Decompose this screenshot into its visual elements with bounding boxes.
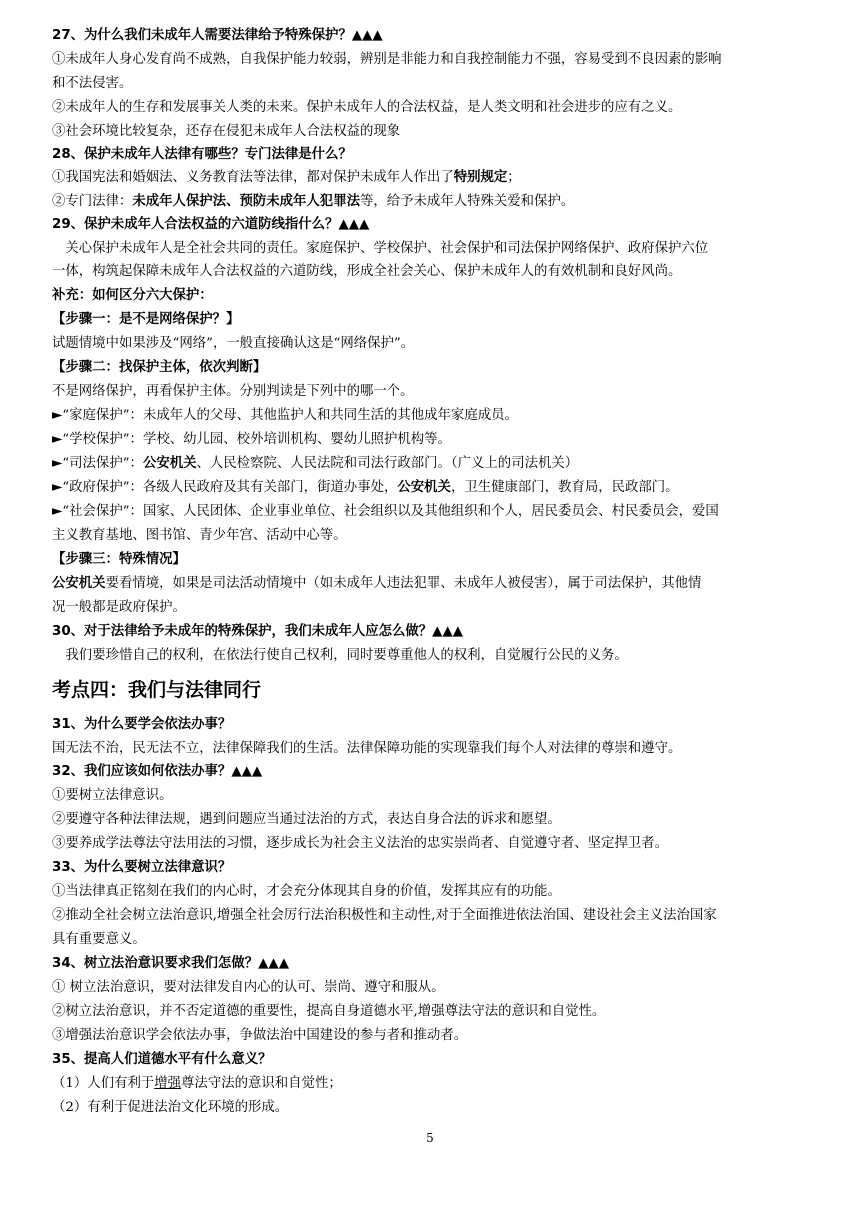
bold-text: 特别规定 [453,170,508,185]
question-27-answer-1: ①未成年人身心发育尚不成熟，自我保护能力较弱，辨别是非能力和自我控制能力不强，容易受到不良因素的影响 [52,52,722,67]
step-1-heading: 【步骤一：是不是网络保护？】 [52,312,240,327]
question-35-title: 35、提高人们道德水平有什么意义？ [52,1052,272,1067]
family-protection: ►“家庭保护”：未成年人的父母、其他监护人和共同生活的其他成年家庭成员。 [52,408,518,423]
bold-text: 未成年人保护法、预防未成年人犯罪法 [132,194,360,209]
bold-text: 公安机关 [52,576,106,591]
question-34-title: 34、树立法治意识要求我们怎做？▲▲▲ [52,956,289,971]
step-3-text: 公安机关要看情境，如果是司法活动情境中（如未成年人违法犯罪、未成年人被侵害），属于司法保护，其他情 [52,576,702,591]
step-3-text-cont: 况一般都是政府保护。 [52,600,186,615]
question-34-answer-3: ③增强法治意识学会依法办事，争做法治中国建设的参与者和推动者。 [52,1028,468,1043]
question-32-answer-1: ①要树立法律意识。 [52,788,173,803]
social-protection-cont: 主义教育基地、图书馆、青少年宫、活动中心等。 [52,528,347,543]
social-protection: ►“社会保护”：国家、人民团体、企业事业单位、社会组织以及其他组织和个人，居民委员会、村民委员会，爱国 [52,504,719,519]
question-28-answer-2: ②专门法律：未成年人保护法、预防未成年人犯罪法等，给予未成年人特殊关爱和保护。 [52,194,575,209]
step-2-heading: 【步骤二：找保护主体，依次判断】 [52,360,267,375]
question-27-answer-2: ②未成年人的生存和发展事关人类的未来。保护未成年人的合法权益，是人类文明和社会进步的应有之义。 [52,100,682,115]
question-27-title: 27、为什么我们未成年人需要法律给予特殊保护？▲▲▲ [52,28,383,43]
question-35-answer-2: （2）有利于促进法治文化环境的形成。 [52,1100,289,1115]
bold-text: 公安机关 [397,480,451,495]
section-heading: 考点四：我们与法律同行 [52,679,262,701]
question-32-answer-3: ③要养成学法尊法守法用法的习惯，逐步成长为社会主义法治的忠实崇尚者、自觉遵守者、坚定捍卫者。 [52,836,668,851]
question-33-answer-2: ②推动全社会树立法治意识,增强全社会厉行法治积极性和主动性,对于全面推进依法治国、建设社会主义法治国家 [52,908,717,923]
question-33-title: 33、为什么要树立法律意识？ [52,860,232,875]
question-29-paragraph-2: 一体，构筑起保障未成年人合法权益的六道防线，形成全社会关心、保护未成年人的有效机制和良好风尚。 [52,264,682,279]
question-34-answer-2: ②树立法治意识，并不否定道德的重要性，提高自身道德水平,增强尊法守法的意识和自觉性。 [52,1004,606,1019]
question-27-answer-1-cont: 和不法侵害。 [52,76,133,91]
underlined-text: 增强 [154,1076,182,1091]
question-33-answer-1: ①当法律真正铭刻在我们的内心时，才会充分体现其自身的价值，发挥其应有的功能。 [52,884,561,899]
step-2-text: 不是网络保护，再看保护主体。分别判读是下列中的哪一个。 [52,384,414,399]
bold-text: 公安机关 [142,456,197,471]
step-1-text: 试题情境中如果涉及“网络”，一般直接确认这是“网络保护”。 [52,336,415,351]
question-28-answer-1: ①我国宪法和婚姻法、义务教育法等法律，都对保护未成年人作出了特别规定； [52,170,521,185]
question-33-answer-2-cont: 具有重要意义。 [52,932,146,947]
question-30-answer: 我们要珍惜自己的权利，在依法行使自己权利，同时要尊重他人的权利，自觉履行公民的义务。 [52,648,628,663]
question-32-title: 32、我们应该如何依法办事？▲▲▲ [52,764,263,779]
question-29-title: 29、保护未成年人合法权益的六道防线指什么？▲▲▲ [52,217,370,232]
question-31-answer: 国无法不治，民无法不立，法律保障我们的生活。法律保障功能的实现靠我们每个人对法律的尊崇和遵守。 [52,741,682,756]
question-32-answer-2: ②要遵守各种法律法规，遇到问题应当通过法治的方式，表达自身合法的诉求和愿望。 [52,812,561,827]
question-27-answer-3: ③社会环境比较复杂，还存在侵犯未成年人合法权益的现象 [52,124,401,139]
question-35-answer-1: （1）人们有利于增强尊法守法的意识和自觉性； [52,1076,342,1091]
question-31-title: 31、为什么要学会依法办事？ [52,717,232,732]
school-protection: ►“学校保护”：学校、幼儿园、校外培训机构、婴幼儿照护机构等。 [52,432,451,447]
judicial-protection: ►“司法保护”：公安机关、人民检察院、人民法院和司法行政部门。（广义上的司法机关） [52,456,579,471]
government-protection: ►“政府保护”：各级人民政府及其有关部门，街道办事处，公安机关，卫生健康部门，教育局，民政部门。 [52,480,679,495]
page-number: 5 [426,1131,434,1145]
question-34-answer-1: ① 树立法治意识，要对法律发自内心的认可、崇尚、遵守和服从。 [52,980,445,995]
step-3-heading: 【步骤三：特殊情况】 [52,552,186,567]
question-29-paragraph-1: 关心保护未成年人是全社会共同的责任。家庭保护、学校保护、社会保护和司法保护网络保护、政府保护六位 [52,241,709,256]
question-30-title: 30、对于法律给予未成年的特殊保护，我们未成年人应怎么做？▲▲▲ [52,624,464,639]
supplement-heading: 补充：如何区分六大保护： [52,288,213,303]
question-28-title: 28、保护未成年人法律有哪些？专门法律是什么？ [52,147,352,162]
